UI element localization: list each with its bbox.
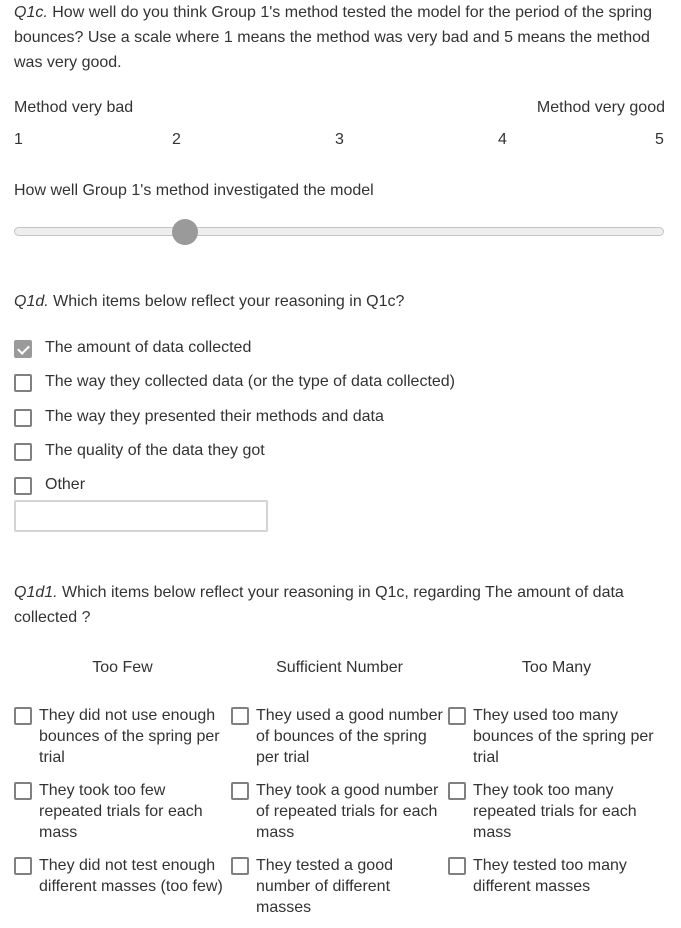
checkbox-amount-of-data[interactable]	[14, 340, 32, 358]
matrix-checkbox-trials-sufficient[interactable]	[231, 782, 249, 800]
checkbox-way-collected[interactable]	[14, 374, 32, 392]
scale-left-label: Method very bad	[14, 99, 134, 116]
matrix-label-masses-too-few: They did not test enough different masses (too few)	[39, 857, 223, 895]
matrix-checkbox-bounces-too-many[interactable]	[448, 707, 466, 725]
matrix-checkbox-trials-too-few[interactable]	[14, 782, 32, 800]
matrix-checkbox-masses-sufficient[interactable]	[231, 857, 249, 875]
option-label-quality: The quality of the data they got	[45, 442, 265, 459]
slider-caption: How well Group 1's method investigated the model	[14, 182, 374, 199]
option-label-other: Other	[45, 476, 86, 493]
option-label-way-collected: The way they collected data (or the type of data collected)	[45, 373, 456, 390]
scale-right-label: Method very good	[536, 99, 665, 116]
q1d-text: Which items below reflect your reasoning in Q1c?	[48, 293, 405, 310]
matrix-checkbox-trials-too-many[interactable]	[448, 782, 466, 800]
checkbox-way-presented[interactable]	[14, 409, 32, 427]
scale-number-1: 1	[14, 131, 23, 148]
scale-number-2: 2	[172, 131, 181, 148]
matrix-label-masses-sufficient: They tested a good number of different masses	[256, 857, 393, 916]
column-header-too-few: Too Few	[92, 659, 153, 676]
slider-handle[interactable]	[172, 219, 198, 245]
q1c-label: Q1c.	[14, 4, 48, 21]
column-header-too-many: Too Many	[521, 659, 592, 676]
matrix-label-bounces-too-few: They did not use enough bounces of the spring per trial	[39, 707, 220, 766]
matrix-label-bounces-too-many: They used too many bounces of the spring per trial	[473, 707, 654, 766]
scale-number-5: 5	[655, 131, 664, 148]
q1d1-label: Q1d1.	[14, 584, 58, 601]
q1d-label: Q1d.	[14, 293, 49, 310]
matrix-label-trials-too-many: They took too many repeated trials for each mass	[473, 782, 637, 841]
matrix-checkbox-masses-too-few[interactable]	[14, 857, 32, 875]
column-header-sufficient: Sufficient Number	[276, 659, 403, 676]
option-label-amount-of-data: The amount of data collected	[45, 339, 252, 356]
q1d1-question	[14, 580, 669, 630]
scale-number-4: 4	[498, 131, 507, 148]
scale-number-3: 3	[335, 131, 344, 148]
slider-track[interactable]	[14, 227, 664, 236]
matrix-checkbox-masses-too-many[interactable]	[448, 857, 466, 875]
q1c-text: How well do you think Group 1's method tested the model for the period of the spring bounces? Use a scale where 1 means the method was very bad and 5 means the method was very good.	[14, 4, 653, 71]
matrix-label-masses-too-many: They tested too many different masses	[473, 857, 627, 895]
q1d-question	[14, 289, 669, 314]
checkbox-quality[interactable]	[14, 443, 32, 461]
matrix-label-trials-too-few: They took too few repeated trials for each mass	[39, 782, 203, 841]
q1d1-text: Which items below reflect your reasoning in Q1c, regarding The amount of data collected ?	[14, 584, 624, 626]
matrix-checkbox-bounces-sufficient[interactable]	[231, 707, 249, 725]
matrix-checkbox-bounces-too-few[interactable]	[14, 707, 32, 725]
matrix-label-bounces-sufficient: They used a good number of bounces of the spring per trial	[256, 707, 443, 766]
q1c-question	[14, 0, 669, 75]
option-label-way-presented: The way they presented their methods and data	[45, 408, 384, 425]
other-input[interactable]	[14, 500, 268, 532]
checkbox-other[interactable]	[14, 477, 32, 495]
matrix-label-trials-sufficient: They took a good number of repeated trials for each mass	[256, 782, 439, 841]
